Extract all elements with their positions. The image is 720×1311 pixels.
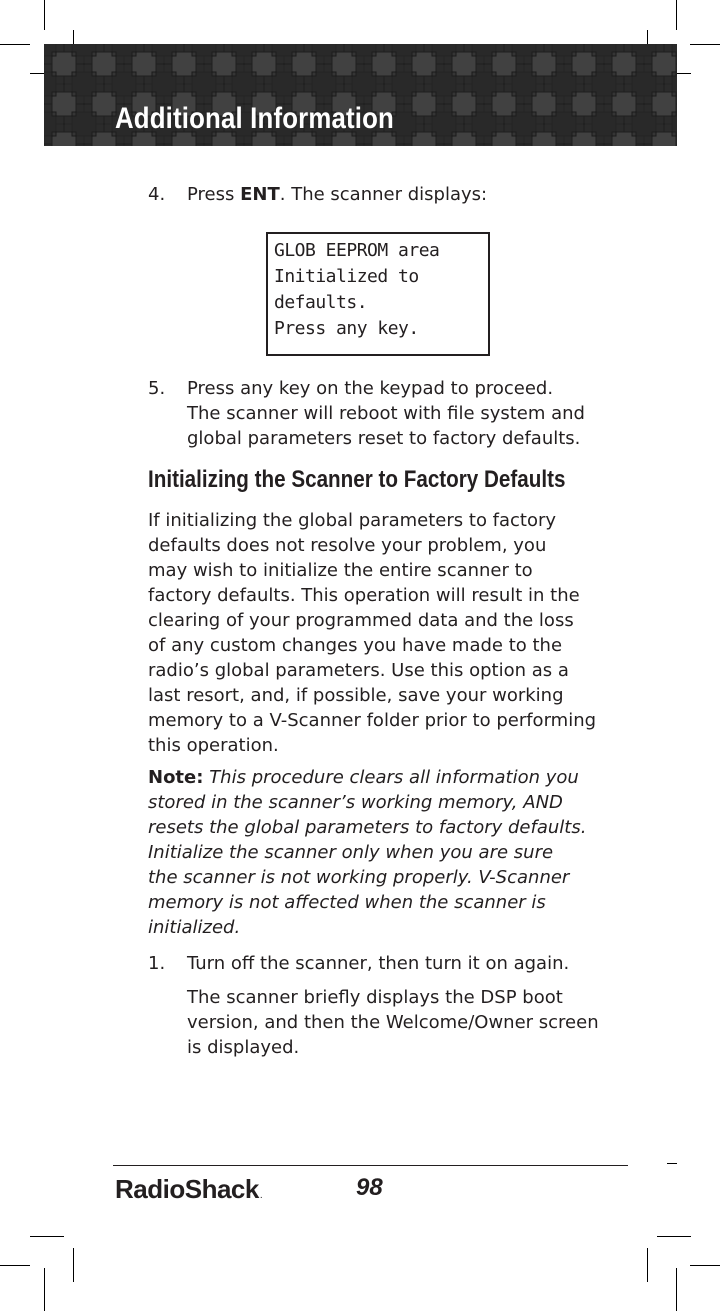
note-line: Initialize the scanner only when you are sure (148, 842, 554, 863)
paragraph-line: last resort, and, if possible, save your working (148, 685, 564, 706)
paragraph-line: If initializing the global parameters to factory (148, 510, 557, 531)
crop-mark (0, 1265, 30, 1266)
footer-rule (113, 1165, 628, 1166)
step-text: Turn off the scanner, then turn it on again. (187, 953, 570, 974)
note-line: stored in the scanner’s working memory, AND (148, 792, 563, 813)
step-number: 5. (148, 378, 166, 399)
paragraph-line: memory to a V-Scanner folder prior to performing (148, 710, 597, 731)
note-text: This procedure clears all information you (209, 767, 579, 788)
crop-mark (44, 1268, 45, 1311)
display-line: defaults. (274, 292, 368, 313)
page-title: Additional Information (115, 102, 394, 135)
crop-mark (30, 1236, 64, 1237)
paragraph-line: factory defaults. This operation will result in the (148, 585, 580, 606)
step-followup-line: The scanner briefly displays the DSP boot (187, 987, 563, 1008)
brand-logo (115, 1174, 262, 1205)
paragraph-line: defaults does not resolve your problem, you (148, 535, 547, 556)
page-number: 98 (356, 1174, 383, 1201)
note-line: resets the global parameters to factory defaults. (148, 817, 587, 838)
note-line: the scanner is not working properly. V-Scanner (148, 867, 570, 888)
display-line: GLOB EEPROM area (274, 240, 440, 261)
note-line (148, 765, 579, 790)
note-line: memory is not affected when the scanner is (148, 892, 546, 913)
crop-mark (690, 1265, 720, 1266)
crop-mark (0, 44, 30, 45)
step-followup-line: version, and then the Welcome/Owner screen (187, 1012, 599, 1033)
crop-mark (676, 0, 677, 30)
display-line: Press any key. (274, 318, 419, 339)
display-line: Initialized to (274, 266, 419, 287)
key-name: ENT (240, 184, 280, 205)
brand-dot: . (259, 1190, 263, 1201)
paragraph-line: this operation. (148, 735, 279, 756)
step-number: 1. (148, 953, 166, 974)
step-text-line: The scanner will reboot with file system and (187, 403, 585, 424)
paragraph-line: may wish to initialize the entire scanner to (148, 560, 533, 581)
crop-mark (676, 1268, 677, 1311)
paragraph-line: of any custom changes you have made to the (148, 635, 563, 656)
crop-mark (690, 44, 720, 45)
step-followup-line: is displayed. (187, 1037, 300, 1058)
paragraph-line: clearing of your programmed data and the loss (148, 610, 574, 631)
header-banner (44, 44, 677, 146)
note-label: Note: (148, 767, 204, 788)
step-text (187, 182, 487, 207)
brand-name: RadioShack (115, 1174, 259, 1204)
section-heading: Initializing the Scanner to Factory Defaults (148, 466, 566, 493)
crop-mark (73, 1248, 74, 1282)
scanner-display (266, 232, 490, 356)
step-text-suffix: . The scanner displays: (279, 184, 488, 205)
crop-mark (667, 1163, 677, 1164)
crop-mark (44, 0, 45, 30)
step-number: 4. (148, 184, 166, 205)
note-line: initialized. (148, 917, 241, 938)
step-text-line: Press any key on the keypad to proceed. (187, 378, 554, 399)
step-text-prefix: Press (187, 184, 241, 205)
crop-mark (647, 1248, 648, 1282)
crop-mark (657, 1236, 691, 1237)
step-text-line: global parameters reset to factory defaults. (187, 428, 581, 449)
paragraph-line: radio’s global parameters. Use this option as a (148, 660, 569, 681)
